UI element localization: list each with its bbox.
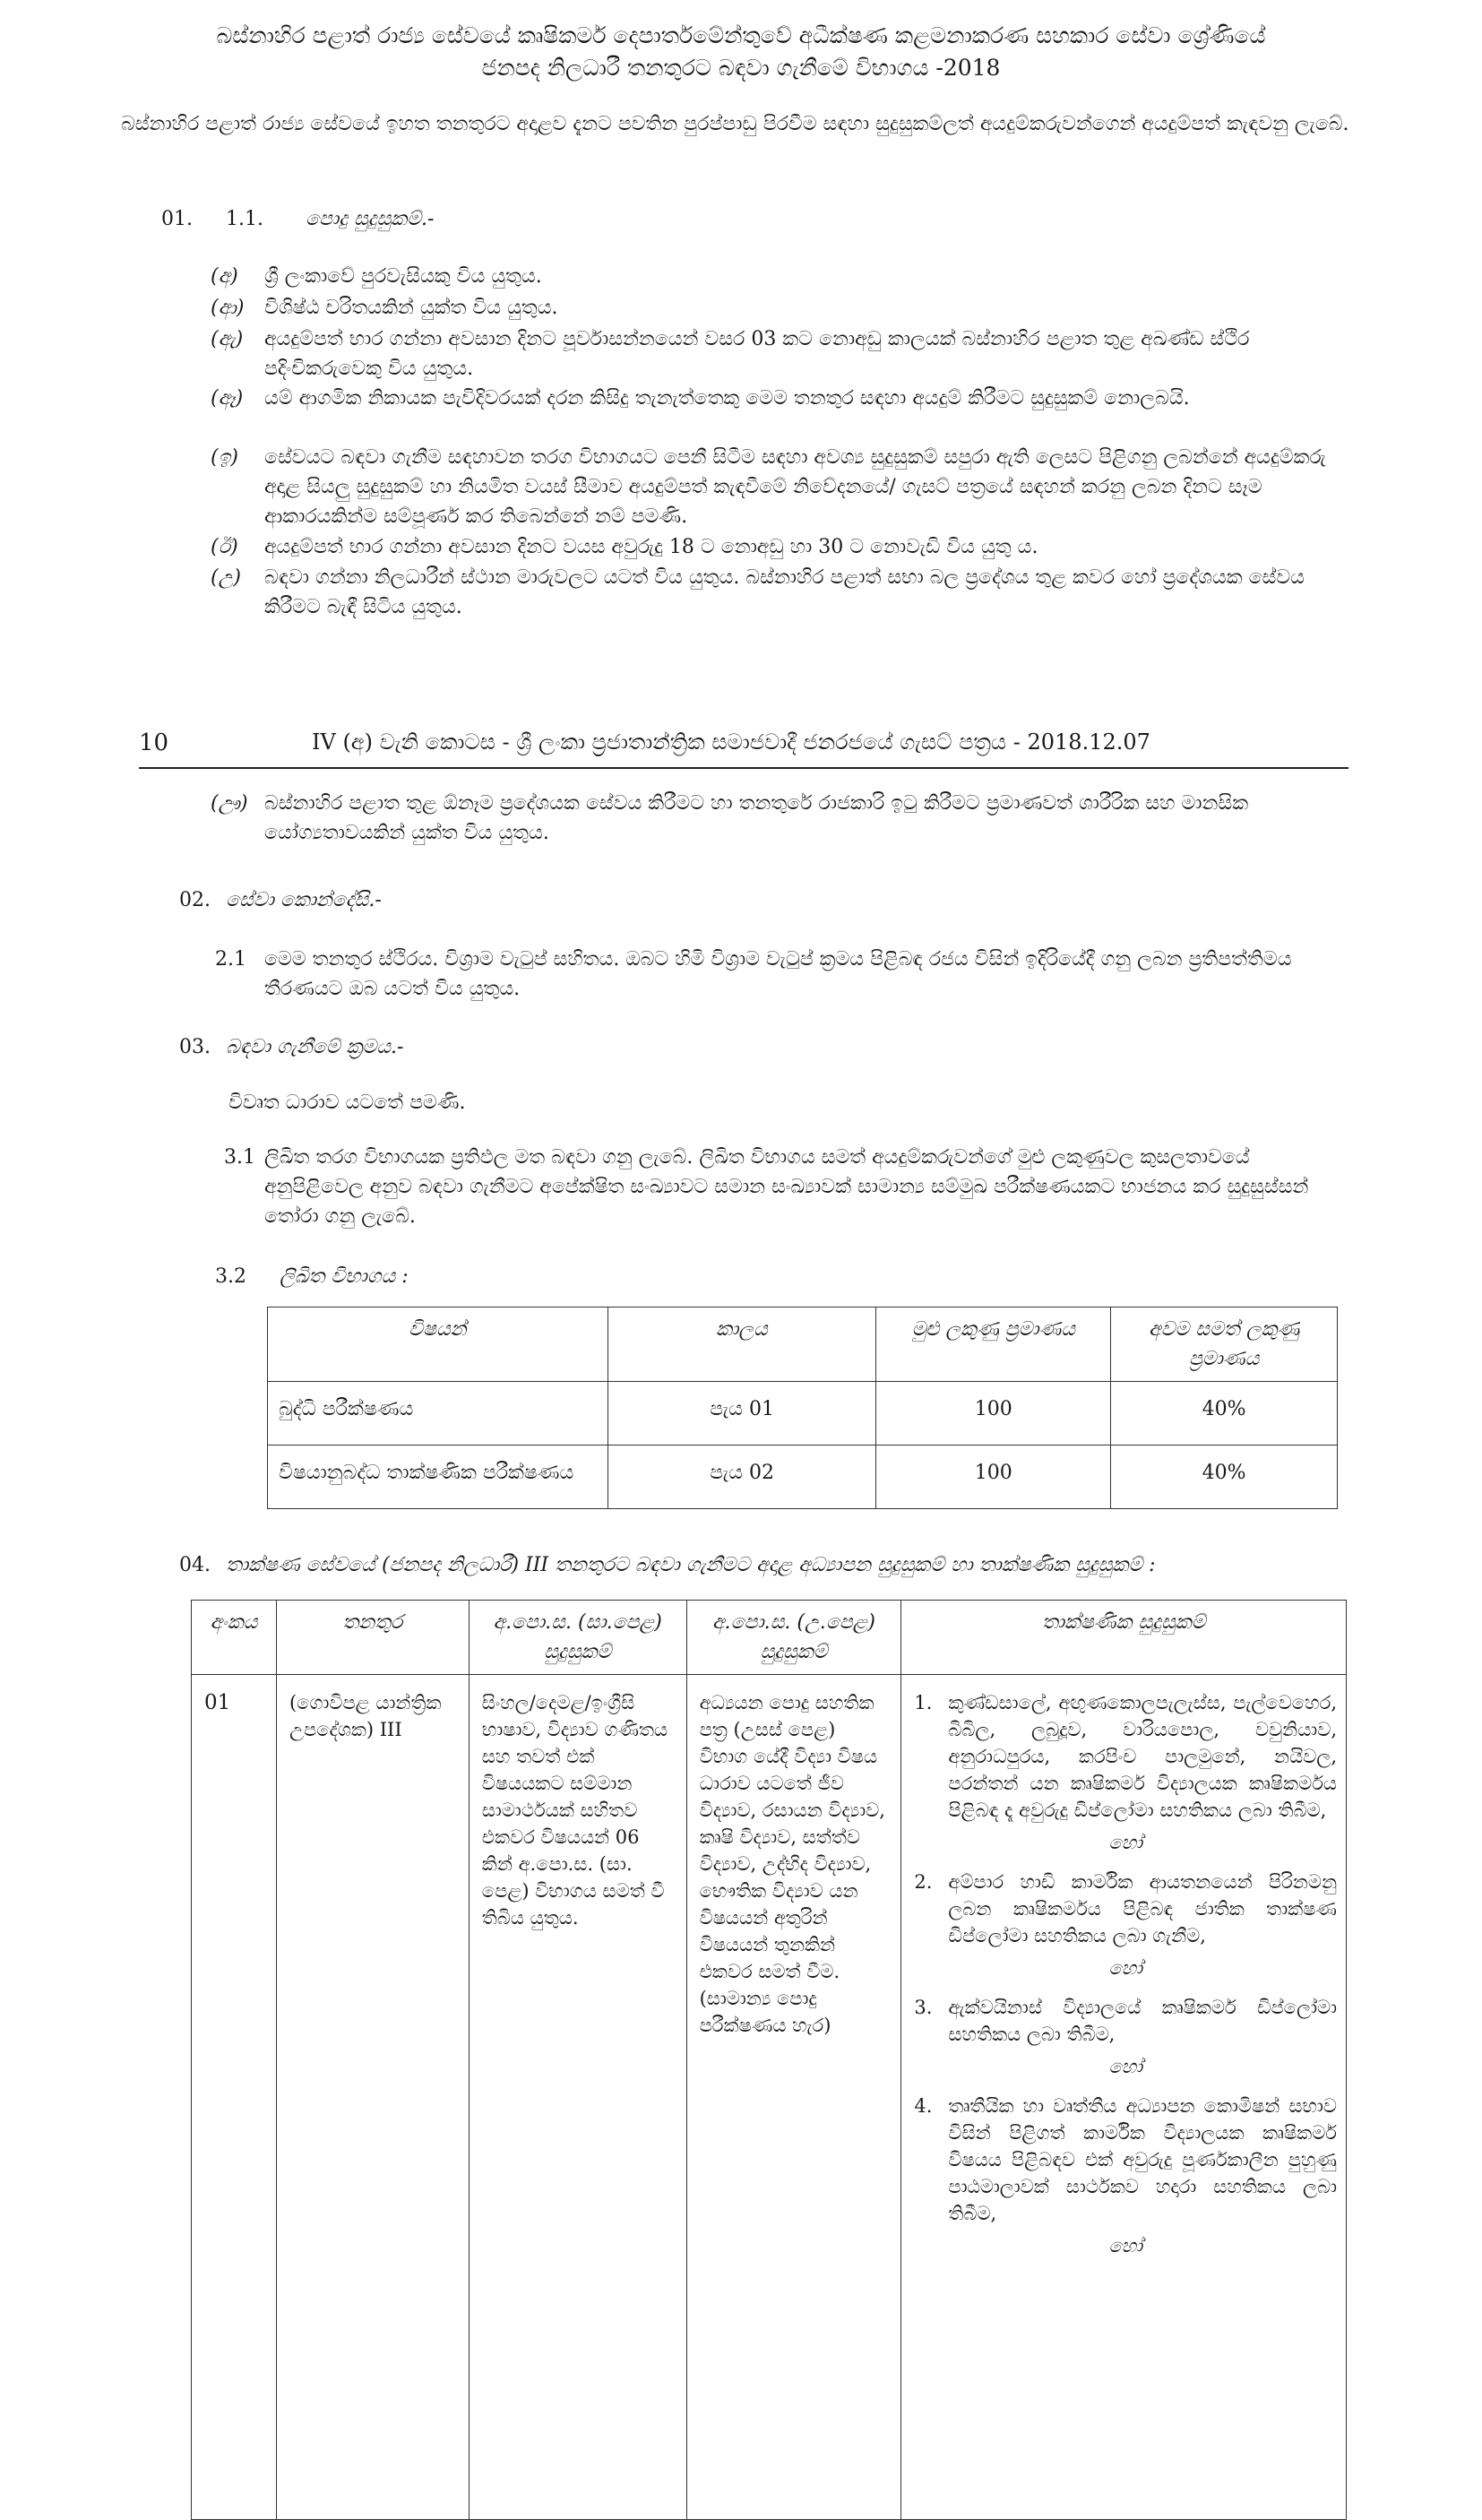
- table-row: [192, 1675, 1347, 2520]
- subsection-number: 3.1: [224, 1146, 255, 1169]
- section-04-heading: [179, 1550, 1344, 1580]
- or-separator: හෝ: [1108, 2056, 1143, 2077]
- section-02-heading: [179, 885, 382, 915]
- section-title: බඳවා ගැනීමේ ක්‍රමය.-: [226, 1036, 404, 1058]
- item-number: 1.: [914, 1692, 933, 1713]
- item-text: කුණ්ඩසාලේ, අඟුණකොලපැලැස්ස, පැල්වෙහෙර, බිබිල, ලබුදූව, වාරියපොල, වවුනියාව, අනුරාධපුරය, කරපිංච පාලමුනේ, නයිවල, පරන්තන් යන කෘෂිකර්ම විද්‍යාලයක කෘෂිකර්මය පිළිබඳ දෑ අවුරුදු ඩිප්ලෝමා සහතිකය ලබා තිබීම,: [948, 1692, 1337, 1821]
- column-header: තනතුර: [276, 1601, 469, 1675]
- list-item: [914, 1994, 1337, 2048]
- item-mark: (ඈ): [211, 387, 244, 410]
- item-text: බස්නාහිර පළාත තුළ ඕනෑම ප්‍රදේශයක සේවය කිරීමට හා තනතුරේ රාජකාරි ඉටු කිරීමට ප්‍රමාණවත් ශාරීරික සහ මානසික යෝග්‍යතාවයකින් යුක්ත විය යුතුය.: [264, 792, 1249, 844]
- row-number: 01: [192, 1675, 277, 2520]
- item-text: විශිෂ්ඨ චරිතයකින් යුක්ත විය යුතුය.: [264, 297, 558, 319]
- column-header: අ.පො.ස. (සා.පෙළ) සුදුසුකම්: [469, 1601, 686, 1675]
- gazette-header-text: IV (අ) වැනි කොටස - ශ්‍රී ලංකා ප්‍රජාතාන්ත්‍රික සමාජවාදී ජනරජයේ ගැසට් පත්‍රය - 2018.12.07: [312, 729, 1150, 755]
- item-text: ඇක්වයිනාස් විද්‍යාලයේ කෘෂිකර්ම ඩිප්ලෝමා සහතිකය ලබා තිබීම,: [948, 1997, 1337, 2045]
- or-separator: හෝ: [1108, 2235, 1143, 2257]
- table-cell: බුද්ධි පරීක්ෂණය: [268, 1382, 608, 1446]
- item-text: අම්පාර හාඩි කාර්මික ආයතනයෙන් පිරිනමනු ලබන කෘෂිකර්මය පිළිබඳ ජාතික තාක්ෂණ ඩිප්ලෝමා සහතිකය ලබා ගැනීම,: [948, 1871, 1337, 1946]
- list-item: [914, 1868, 1337, 1949]
- section-title: පොදු සුදුසුකම්.-: [305, 208, 435, 230]
- item-mark: (ඊ): [211, 536, 238, 558]
- section-number: 04.: [179, 1554, 211, 1576]
- section-number: 01.: [161, 208, 193, 230]
- item-mark: (උ): [211, 566, 241, 589]
- list-item: [211, 324, 1331, 384]
- item-text: අයදුම්පත් භාර ගන්නා අවසාන දිනට පූර්වාසන්නයෙන් වසර 03 කට නොඅඩු කාලයක් බස්නාහිර පළාත තුළ අඛණ්ඩ ස්ථිර පදිංචිකරුවෙකු විය යුතුය.: [264, 328, 1250, 380]
- table-header-row: [268, 1307, 1338, 1382]
- table-cell: 100: [876, 1446, 1111, 1509]
- service-conditions-text: මෙම තනතුර ස්ථිරය. විශ්‍රාම වැටුප් සහිතය. ඔබට හිමි විශ්‍රාම වැටුප් ක්‍රමය පිළිබඳ රජය විසින් ඉදිරියේදී ගනු ලබන ප්‍රතිපත්තිමය තීරණයට ඔබ යටත් විය යුතුය.: [264, 948, 1292, 1000]
- section-03-heading: [179, 1032, 403, 1062]
- item-mark: (ඉ): [211, 446, 238, 469]
- item-text: බඳවා ගන්නා නිලධාරීන් ස්ථාන මාරුවලට යටත් විය යුතුය. බස්නාහිර පළාත් සභා බල ප්‍රදේශය තුළ කවර හෝ ප්‍රදේශයක සේවය කිරීමට බැඳී සිටිය යුතුය.: [264, 566, 1305, 618]
- list-item: [211, 293, 1331, 323]
- intro-paragraph: බස්නාහිර පළාත් රාජ්‍ය සේවයේ ඉහත තනතුරට අදාළව දැනට පවතින පුරප්පාඩු පිරවීම සඳහා සුදුසුකම්ලත් අයදුම්කරුවන්ගෙන් අයදුම්පත් කැඳවනු ලැබේ.: [121, 113, 1349, 135]
- list-item: [914, 1689, 1337, 1824]
- post-name: (ගොවිපළ යාන්ත්‍රික උපදේශක) III: [276, 1675, 469, 2520]
- technical-qualifications: [901, 1675, 1347, 2520]
- section-number: 03.: [179, 1036, 211, 1058]
- item-mark: (ඌ): [211, 792, 248, 815]
- ol-qualifications: සිංහල/දෙමළ/ඉංග්‍රීසි භාෂාව, විද්‍යාව ගණිතය සහ තවත් එක් විෂයයකට සම්මාන සාමාර්ථයක් සහිතව එකවර විෂයයන් 06 කින් අ.පො.ස. (සා. පෙළ) විභාගය සමත් වී තිබිය යුතුය.: [469, 1675, 686, 2520]
- written-exam-heading: [215, 1262, 409, 1291]
- title-line-2: ජනපද නිලධාරී තනතුරට බඳවා ගැනීමේ විභාගය -2018: [481, 55, 1001, 81]
- page-number: 10: [139, 729, 169, 756]
- list-item: [211, 532, 1331, 562]
- table-cell: පැය 02: [607, 1446, 876, 1509]
- subsection-number: 2.1: [215, 948, 246, 971]
- or-separator: හෝ: [1108, 1957, 1143, 1979]
- item-text: අයදුම්පත් භාර ගන්නා අවසාන දිනට වයස අවුරුදු 18 ට නොඅඩු හා 30 ට නොවැඩි විය යුතු ය.: [264, 536, 1038, 558]
- written-exam-table: [267, 1307, 1338, 1509]
- list-item: [211, 262, 1331, 291]
- table-header-row: [192, 1601, 1347, 1675]
- section-title: ලිඛිත විභාගය :: [280, 1265, 409, 1288]
- column-header: අවම සමත් ලකුණු ප්‍රමාණය: [1111, 1307, 1338, 1382]
- section-title: තාක්ෂණ සේවයේ (ජනපද නිලධාරී) III තනතුරට බඳවා ගැනීමට අදාළ අධ්‍යාපන සුදුසුකම් හා තාක්ෂණික සුදුසුකම් :: [226, 1554, 1156, 1576]
- header-rule: [139, 767, 1348, 769]
- recruitment-lead: විවෘත ධාරාව යටතේ පමණි.: [228, 1092, 466, 1114]
- item-text: ශ්‍රී ලංකාවේ පුරවැසියකු විය යුතුය.: [264, 265, 542, 288]
- item-number: 2.: [914, 1871, 933, 1893]
- title-line-1: බස්නාහිර පළාත් රාජ්‍ය සේවයේ කෘෂිකර්ම දෙපාර්තමේන්තුවේ අධීක්ෂණ කළමනාකරණ සහකාර සේවා ශ්‍රේණියේ: [216, 22, 1266, 48]
- column-header: මුළු ලකුණු ප්‍රමාණය: [876, 1307, 1111, 1382]
- or-separator: හෝ: [1108, 1832, 1143, 1853]
- column-header: කාලය: [607, 1307, 876, 1382]
- list-item: [211, 789, 1331, 848]
- list-item: [211, 563, 1331, 622]
- document-title: [134, 20, 1348, 84]
- section-title: සේවා කොන්දේසි.-: [226, 889, 382, 911]
- table-row: [268, 1446, 1338, 1509]
- recruitment-text: ලිඛිත තරග විභාගයක ප්‍රතිඵල මත බඳවා ගනු ලැබේ. ලිඛිත විභාගය සමත් අයදුම්කරුවන්ගේ මුළු ලකුණුවල කුසලතාවයේ අනුපිළිවෙල අනුව බඳවා ගැනීමට අපේක්ෂිත සංඛ්‍යාවට සමාන සංඛ්‍යාවක් සාමාන්‍ය සම්මුඛ පරීක්ෂණයකට භාජනය කර සුදුසුස්සන් තෝරා ගනු ලැබේ.: [264, 1146, 1309, 1228]
- item-mark: (ආ): [211, 297, 245, 319]
- qualifications-table: [191, 1600, 1347, 2520]
- table-cell: පැය 01: [607, 1382, 876, 1446]
- subsection-number: 1.1.: [226, 208, 263, 230]
- item-text: සේවයට බඳවා ගැනීම සඳහාවන තරග විභාගයට පෙනී සිටීම සඳහා අවශ්‍ය සුදුසුකම් සපුරා ඇති ලෙසට පිළිගනු ලබන්නේ අයදුම්කරු අදාළ සියලු සුදුසුකම් හා නියමිත වයස් සීමාව අයදුම්පත් කැඳවීමේ නිවේදනයේ/ ගැසට් පත්‍රයේ සඳහන් කරනු ලබන දිනට සෑම ආකාරයකින්ම සම්පූර්ණ කර තිබෙන්නේ නම් පමණි.: [264, 446, 1326, 528]
- item-number: 4.: [914, 2095, 933, 2117]
- list-item: [211, 443, 1331, 531]
- al-qualifications: අධ්‍යයන පොදු සහතික පත්‍ර (උසස් පෙළ) විභාග යේදී විද්‍යා විෂය ධාරාව යටතේ ජීව විද්‍යාව, රසායන විද්‍යාව, කෘෂි විද්‍යාව, සත්ත්ව විද්‍යාව, උද්භිද විද්‍යාව, භෞතික විද්‍යාව යන විෂයයන් අතුරින් විෂයයන් තුනකින් එකවර සමත් වීම. (සාමාන්‍ය පොදු පරීක්ෂණය හැර): [686, 1675, 901, 2520]
- list-item: [211, 384, 1331, 413]
- column-header: අංකය: [192, 1601, 277, 1675]
- column-header: තාක්ෂණික සුදුසුකම්: [901, 1601, 1347, 1675]
- table-row: [268, 1382, 1338, 1446]
- item-number: 3.: [914, 1997, 933, 2018]
- section-01-heading: [161, 204, 434, 234]
- column-header: විෂයන්: [268, 1307, 608, 1382]
- table-cell: 40%: [1111, 1446, 1338, 1509]
- table-cell: 100: [876, 1382, 1111, 1446]
- section-number: 02.: [179, 889, 211, 911]
- list-item: [914, 2093, 1337, 2227]
- item-mark: (ඇ): [211, 328, 244, 350]
- column-header: අ.පො.ස. (උ.පෙළ) සුදුසුකම්: [686, 1601, 901, 1675]
- subsection-number: 3.2: [215, 1265, 246, 1288]
- table-cell: 40%: [1111, 1382, 1338, 1446]
- item-text: යම් ආගමික නිකායක පැවිදිවරයක් දරන කිසිදු තැනැත්තෙකු මෙම තනතුර සඳහා අයදුම් කිරීමට සුදුසුකම් නොලබයි.: [264, 387, 1190, 410]
- table-cell: විෂයානුබද්ධ තාක්ෂණික පරීක්ෂණය: [268, 1446, 608, 1509]
- item-text: තෘතීයික හා වෘත්තීය අධ්‍යාපන කොමිෂන් සභාව විසින් පිළිගත් කාර්මික විද්‍යාලයක කෘෂිකර්ම විෂයය පිළිබඳව එක් අවුරුදු පූර්ණකාලීන පුහුණු පාඨමාලාවක් සාර්ථකව හදාරා සහතිකය ලබා තිබීම,: [948, 2095, 1337, 2224]
- item-mark: (අ): [211, 265, 238, 288]
